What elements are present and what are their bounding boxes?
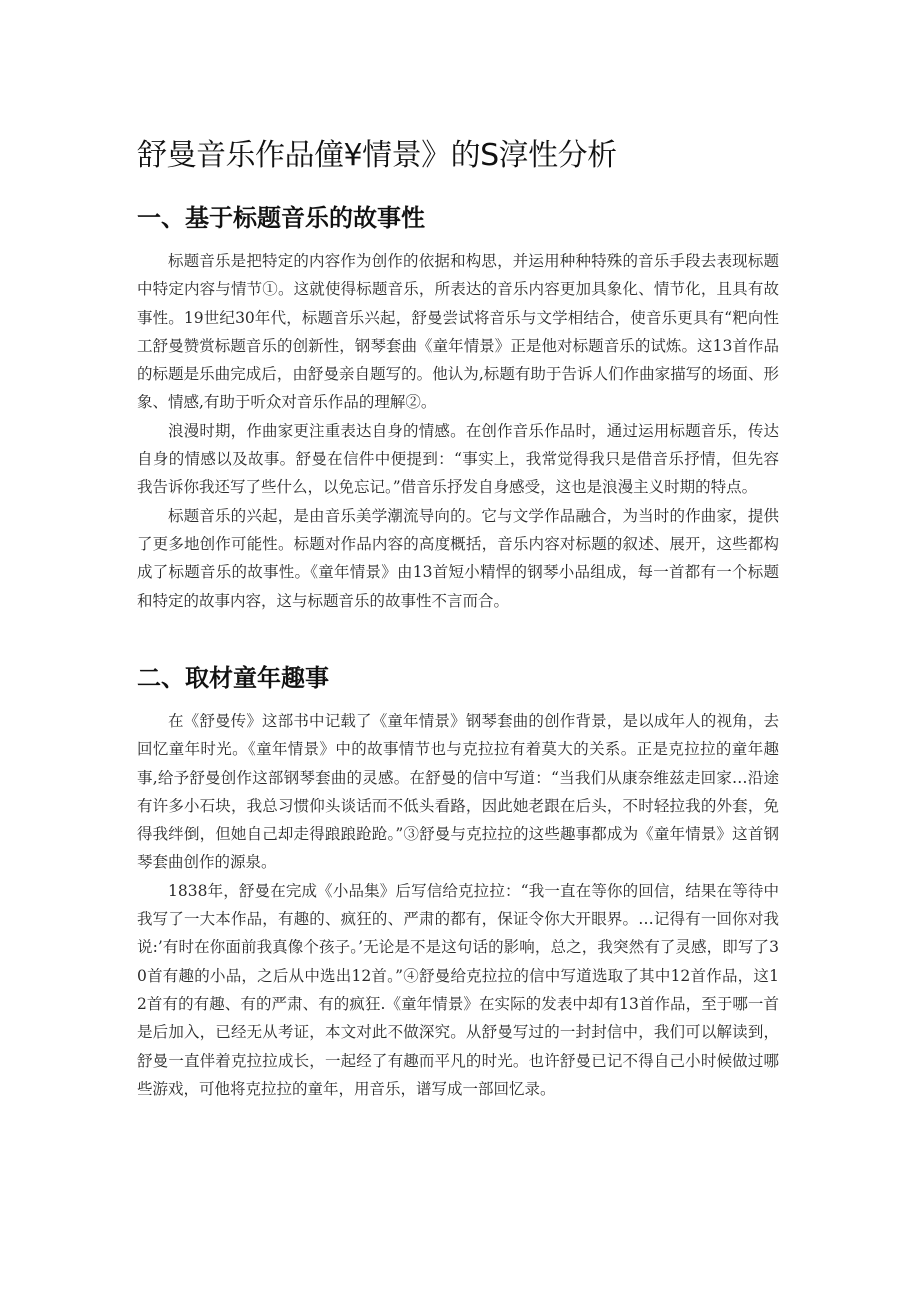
section-heading-2: 二、取材童年趣事 bbox=[137, 664, 329, 692]
paragraph: 1838年，舒曼在完成《小品集》后写信给克拉拉：“我一直在等你的回信，结果在等待中我写了一大本作品，有趣的、疯狂的、严肃的都有，保证令你大开眼界。…记得有一回你对我说:’有时在你面前我真像个孩子。’无论是不是这句话的影响，总之，我突然有了灵感，即写了30首有趣的小品，之后从中选出12首。”④舒曼给克拉拉的信中写道选取了其中12首作品，这12首有的有趣、有的严肃、有的疯狂.《童年情景》在实际的发表中却有13首作品，至于哪一首是后加入，已经无从考证，本文对此不做深究。从舒曼写过的一封封信中，我们可以解读到，舒曼一直伴着克拉拉成长，一起经了有趣而平凡的时光。也许舒曼已记不得自己小时候做过哪些游戏，可他将克拉拉的童年，用音乐，谱写成一部回忆录。 bbox=[137, 881, 779, 1098]
paragraph: 浪漫时期，作曲家更注重表达自身的情感。在创作音乐作品时，通过运用标题音乐，传达自身的情感以及故事。舒曼在信件中便提到：“事实上，我常觉得我只是借音乐抒情，但先容我告诉你我还写了些什么，以免忘记。”借音乐抒发自身感受，这也是浪漫主义时期的特点。 bbox=[137, 421, 779, 497]
page-title: 舒曼音乐作品僮¥情景》的S淳性分析 bbox=[137, 138, 617, 173]
paragraph: 在《舒曼传》这部书中记载了《童年情景》钢琴套曲的创作背景，是以成年人的视角，去回忆童年时光。《童年情景》中的故事情节也与克拉拉有着莫大的关系。正是克拉拉的童年趣事,给予舒曼创作这部钢琴套曲的灵感。在舒曼的信中写道：“当我们从康奈维兹走回家…沿途有许多小石块，我总习惯仰头谈话而不低头看路，因此她老跟在后头，不时轻拉我的外套，免得我绊倒，但她自己却走得踉踉跄跄。”③舒曼与克拉拉的这些趣事都成为《童年情景》这首钢琴套曲创作的源泉。 bbox=[137, 712, 779, 872]
section-heading-1: 一、基于标题音乐的故事性 bbox=[137, 204, 425, 232]
paragraph: 标题音乐是把特定的内容作为创作的依据和构思，并运用种种特殊的音乐手段去表现标题中特定内容与情节①。这就使得标题音乐，所表达的音乐内容更加具象化、情节化，且具有故事性。19世纪30年代，标题音乐兴起，舒曼尝试将音乐与文学相结合，使音乐更具有“粑向性工舒曼赞赏标题音乐的创新性，钢琴套曲《童年情景》正是他对标题音乐的试炼。这13首作品的标题是乐曲完成后，由舒曼亲自题写的。他认为,标题有助于告诉人们作曲家描写的场面、形象、情感,有助于听众对音乐作品的理解②。 bbox=[137, 252, 779, 412]
section-body-2 bbox=[137, 707, 779, 1103]
paragraph: 标题音乐的兴起，是由音乐美学潮流导向的。它与文学作品融合，为当时的作曲家，提供了更多地创作可能性。标题对作品内容的高度概括，音乐内容对标题的叙述、展开，这些都构成了标题音乐的故事性。《童年情景》由13首短小精悍的钢琴小品组成，每一首都有一个标题和特定的故事内容，这与标题音乐的故事性不言而合。 bbox=[137, 506, 779, 610]
section-body-1 bbox=[137, 247, 779, 615]
